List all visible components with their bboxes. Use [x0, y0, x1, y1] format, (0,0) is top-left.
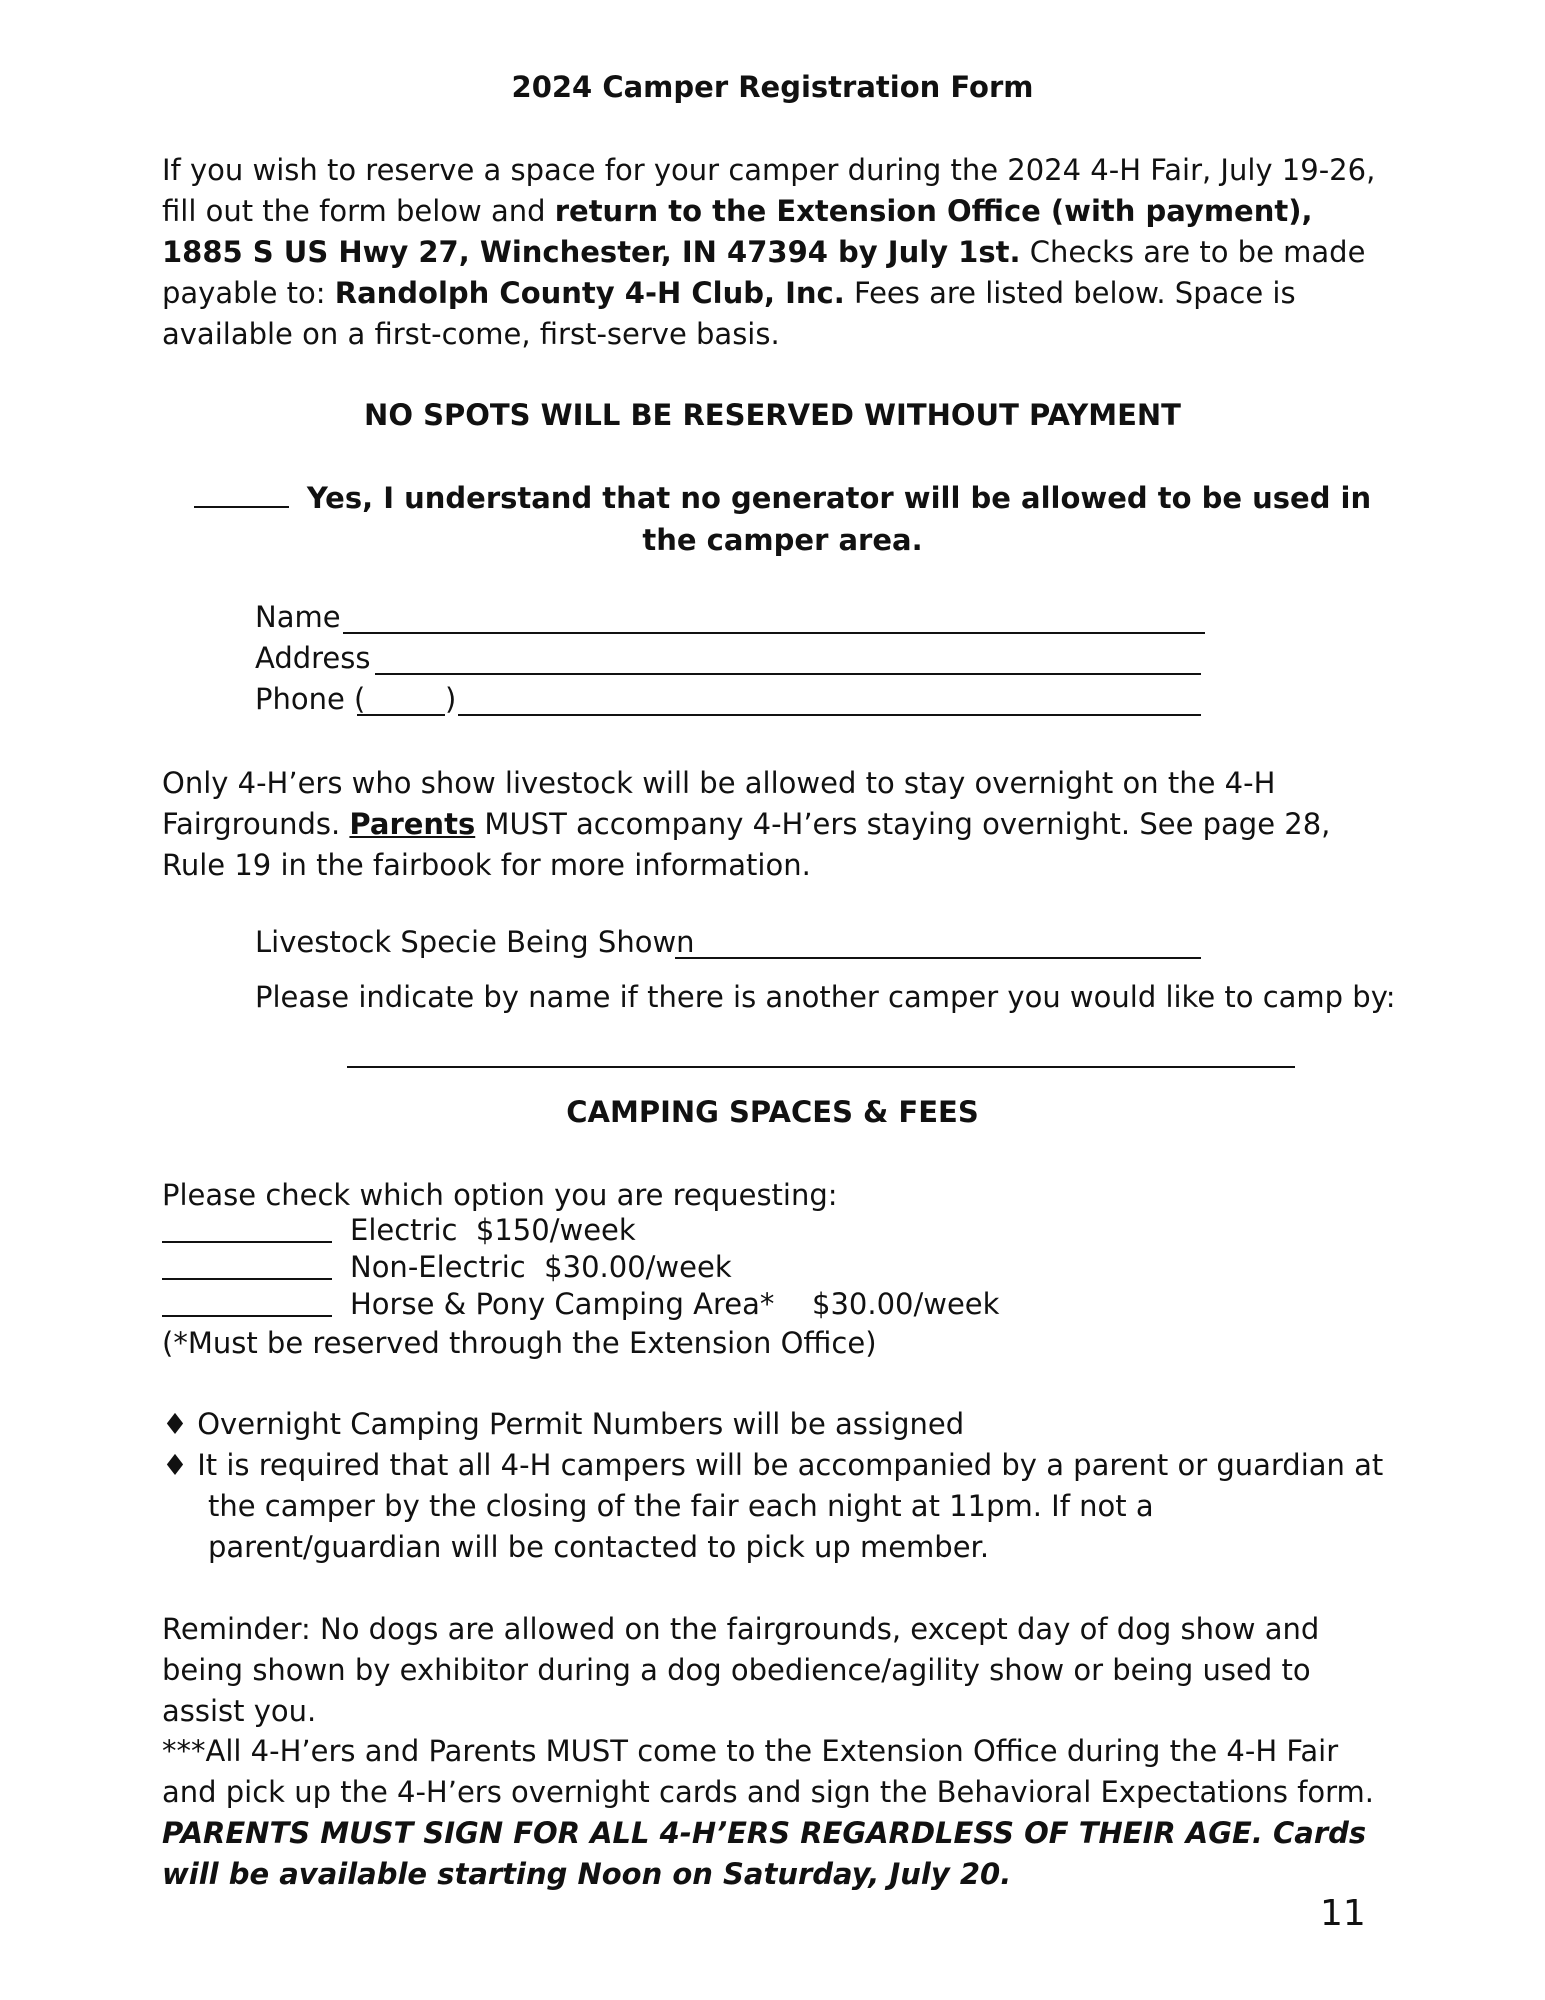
- fee-option-label: Non-Electric $30.00/week: [350, 1250, 732, 1284]
- address-field[interactable]: [255, 641, 1205, 681]
- fees-intro: Please check which option you are requesting:: [162, 1178, 838, 1212]
- generator-acknowledgement: [170, 477, 1395, 561]
- livestock-paragraph: [162, 763, 1392, 886]
- bullet-item: [162, 1404, 1392, 1445]
- fee-checkbox-blank[interactable]: [162, 1315, 332, 1317]
- generator-text: Yes, I understand that no generator will be allowed to be used in the camper area.: [306, 481, 1372, 557]
- no-spots-notice: NO SPOTS WILL BE RESERVED WITHOUT PAYMENT: [364, 398, 1181, 432]
- camp-by-label: Please indicate by name if there is another camper you would like to camp by:: [255, 980, 1396, 1014]
- fee-option-non-electric[interactable]: [162, 1250, 962, 1288]
- phone-area-code-line[interactable]: [357, 714, 445, 716]
- phone-number-line[interactable]: [458, 714, 1201, 716]
- intro-text-2: Checks are to be made payable to:: [162, 235, 1366, 310]
- diamond-bullet-icon: ♦: [162, 1448, 188, 1482]
- livestock-specie-field[interactable]: [255, 925, 1205, 965]
- fee-checkbox-blank[interactable]: [162, 1241, 332, 1243]
- intro-payee: Randolph County 4-H Club, Inc.: [334, 276, 845, 310]
- fee-option-electric[interactable]: [162, 1213, 962, 1251]
- final-paragraph: [162, 1731, 1392, 1895]
- address-label: Address: [255, 641, 371, 675]
- form-title: 2024 Camper Registration Form: [511, 70, 1034, 104]
- generator-checkbox-blank[interactable]: [194, 480, 289, 508]
- fees-note: (*Must be reserved through the Extension Office): [162, 1326, 877, 1360]
- fee-option-price: $30.00/week: [812, 1287, 1000, 1321]
- bullet-text: Overnight Camping Permit Numbers will be assigned: [197, 1407, 965, 1441]
- phone-label: Phone (: [255, 682, 366, 716]
- livestock-specie-line[interactable]: [675, 957, 1201, 959]
- fees-heading: CAMPING SPACES & FEES: [566, 1095, 979, 1129]
- livestock-text-2: MUST accompany 4-H’ers staying overnight. See page 28, Rule 19 in the fairbook for more information.: [162, 807, 1331, 882]
- intro-paragraph: [162, 150, 1392, 355]
- final-text: ***All 4-H’ers and Parents MUST come to the Extension Office during the 4-H Fair and pick up the 4-H’ers overnight cards and sign the Behavioral Expectations form.: [162, 1734, 1374, 1809]
- phone-field[interactable]: [255, 682, 1205, 722]
- bullet-list: [162, 1404, 1392, 1568]
- bullet-item: [162, 1445, 1392, 1568]
- page-number: 11: [1320, 1893, 1366, 1934]
- camp-by-prompt: [255, 980, 1405, 1020]
- parents-sign-notice: PARENTS MUST SIGN FOR ALL 4-H’ERS REGARDLESS OF THEIR AGE. Cards will be available starting Noon on Saturday, July 20.: [162, 1816, 1367, 1891]
- fee-option-label: Horse & Pony Camping Area*: [350, 1287, 775, 1321]
- bullet-text: It is required that all 4-H campers will be accompanied by a parent or guardian at the camper by the closing of the fair each night at 11pm. If not a parent/guardian will be contacted to pick up member.: [197, 1448, 1384, 1564]
- intro-return-info: return to the Extension Office (with payment), 1885 S US Hwy 27, Winchester, IN 47394 by July 1st.: [162, 194, 1313, 269]
- name-line[interactable]: [343, 632, 1205, 634]
- reminder-paragraph: Reminder: No dogs are allowed on the fairgrounds, except day of dog show and being shown by exhibitor during a dog obedience/agility show or being used to assist you.: [162, 1612, 1320, 1728]
- name-field[interactable]: [255, 600, 1205, 640]
- address-line[interactable]: [375, 673, 1201, 675]
- livestock-text-1: Only 4-H’ers who show livestock will be allowed to stay overnight on the 4-H Fairgrounds.: [162, 766, 1276, 841]
- fee-option-horse-pony[interactable]: [162, 1287, 1062, 1325]
- camp-by-line[interactable]: [347, 1066, 1295, 1068]
- fee-checkbox-blank[interactable]: [162, 1278, 332, 1280]
- fee-option-label: Electric $150/week: [350, 1213, 636, 1247]
- phone-paren-close: ): [445, 682, 457, 716]
- parents-emphasis: Parents: [349, 807, 476, 841]
- name-label: Name: [255, 600, 341, 634]
- livestock-specie-label: Livestock Specie Being Shown: [255, 925, 695, 959]
- diamond-bullet-icon: ♦: [162, 1407, 188, 1441]
- intro-text-1: If you wish to reserve a space for your camper during the 2024 4-H Fair, July 19-26, fill out the form below and: [162, 153, 1376, 228]
- intro-text-3: Fees are listed below. Space is available on a first-come, first-serve basis.: [162, 276, 1296, 351]
